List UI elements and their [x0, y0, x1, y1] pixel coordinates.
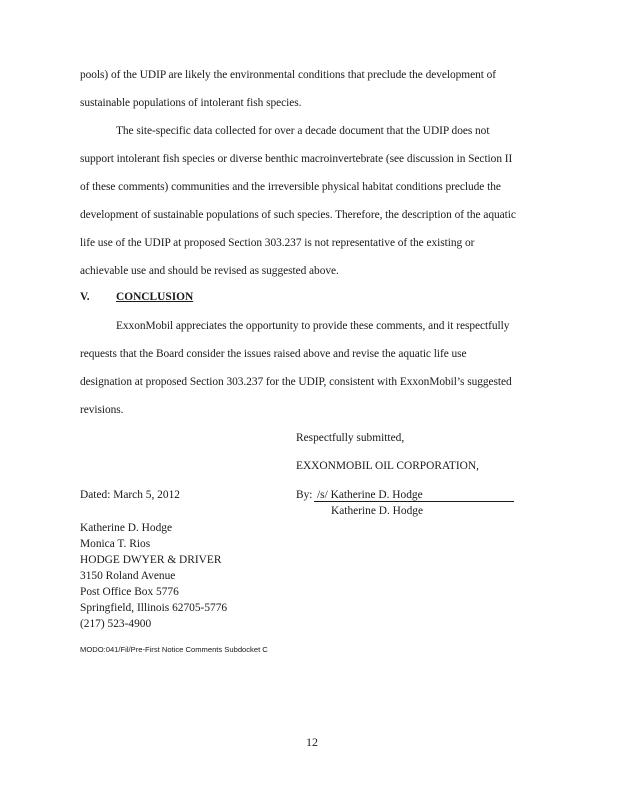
- signer-name: Katherine D. Hodge: [331, 505, 424, 517]
- conclusion-line: designation at proposed Section 303.237 for the UDIP, consistent with ExxonMobil’s suggested: [80, 376, 512, 388]
- body-line: life use of the UDIP at proposed Section 303.237 is not representative of the existing or: [80, 237, 475, 249]
- signature-closing: Respectfully submitted,: [296, 432, 405, 444]
- signature-company: EXXONMOBIL OIL CORPORATION,: [296, 460, 479, 472]
- address-line: (217) 523-4900: [80, 618, 152, 630]
- body-line: development of sustainable populations of such species. Therefore, the description of the aquatic: [80, 209, 516, 221]
- address-line: Springfield, Illinois 62705-5776: [80, 602, 228, 614]
- section-number: V.: [80, 291, 90, 303]
- body-line: of these comments) communities and the irreversible physical habitat conditions preclude the: [80, 181, 501, 193]
- body-line: The site-specific data collected for over a decade document that the UDIP does not: [116, 125, 490, 137]
- conclusion-line: ExxonMobil appreciates the opportunity to provide these comments, and it respectfully: [116, 320, 510, 332]
- section-title: CONCLUSION: [116, 291, 194, 303]
- address-line: HODGE DWYER & DRIVER: [80, 554, 222, 566]
- body-line: pools) of the UDIP are likely the environmental conditions that preclude the development of: [80, 69, 497, 81]
- body-line: achievable use and should be revised as suggested above.: [80, 265, 339, 277]
- document-code: MODO:041/Fil/Pre-First Notice Comments Subdocket C: [80, 645, 268, 654]
- signature-line: [314, 488, 514, 502]
- dated-line: Dated: March 5, 2012: [80, 489, 180, 501]
- address-line: Katherine D. Hodge: [80, 522, 173, 534]
- signed-name: /s/ Katherine D. Hodge: [317, 489, 423, 501]
- conclusion-line: revisions.: [80, 404, 124, 416]
- by-label: By:: [296, 489, 313, 501]
- page-number: 12: [306, 735, 318, 749]
- address-line: Monica T. Rios: [80, 538, 151, 550]
- address-line: Post Office Box 5776: [80, 586, 179, 598]
- body-line: sustainable populations of intolerant fish species.: [80, 97, 302, 109]
- body-line: support intolerant fish species or diverse benthic macroinvertebrate (see discussion in Section II: [80, 153, 513, 165]
- address-line: 3150 Roland Avenue: [80, 570, 176, 582]
- conclusion-line: requests that the Board consider the issues raised above and revise the aquatic life use: [80, 348, 467, 360]
